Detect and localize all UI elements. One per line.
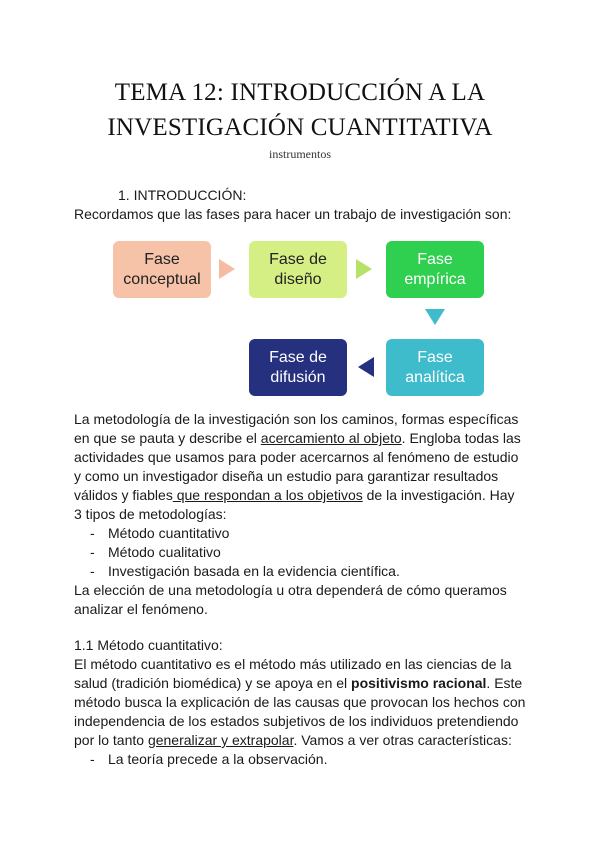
section1-heading: 1. INTRODUCCIÓN: (118, 187, 247, 203)
phase-difusion-box: Fase de difusión (249, 339, 347, 396)
list-bullet: - (90, 544, 95, 560)
para1-line2: en que se pauta y describe el acercamiento al objeto. Engloba todas las (74, 430, 521, 446)
section11-heading: 1.1 Método cuantitativo: (74, 637, 223, 653)
page-title-line2: INVESTIGACIÓN CUANTITATIVA (107, 114, 493, 141)
para3-line4: independencia de los estados subjetivos de los individuos pretendiendo (74, 713, 519, 729)
list-item: Investigación basada en la evidencia científica. (108, 563, 400, 579)
phase-analitica-box: Fase analítica (386, 339, 484, 396)
subtitle: instrumentos (269, 147, 331, 161)
para3-line1: El método cuantitativo es el método más utilizado en las ciencias de la (74, 656, 512, 672)
intro-text: Recordamos que las fases para hacer un trabajo de investigación son: (74, 206, 512, 222)
para3-line2: salud (tradición biomédica) y se apoya en el positivismo racional. Este (74, 675, 523, 691)
phase-empirica-box: Fase empírica (386, 241, 484, 298)
list-item: Método cualitativo (108, 544, 221, 560)
page-title-line1: TEMA 12: INTRODUCCIÓN A LA (114, 79, 486, 106)
para2-line1: La elección de una metodología u otra dependerá de cómo queramos (74, 582, 507, 598)
para1-line4: y como un investigador diseña un estudio para garantizar resultados (74, 468, 499, 484)
arrow-right-icon (219, 259, 235, 279)
arrow-right-icon (356, 259, 372, 279)
para3-line3: método busca la explicación de las causas que provocan los hechos con (74, 694, 526, 710)
phase-diseno-box: Fase de diseño (249, 241, 347, 298)
para1-line1: La metodología de la investigación son los caminos, formas específicas (74, 411, 519, 427)
list-bullet: - (90, 525, 95, 541)
para1-line3: actividades que usamos para poder acercarnos al fenómeno de estudio (74, 449, 519, 465)
arrow-down-icon (425, 309, 445, 325)
list-bullet: - (90, 751, 95, 767)
phase-conceptual-box: Fase conceptual (113, 241, 211, 298)
list-item: La teoría precede a la observación. (108, 751, 328, 767)
arrow-left-icon (358, 357, 374, 377)
para1-line5: válidos y fiables que respondan a los objetivos de la investigación. Hay (74, 487, 515, 503)
para2-line2: analizar el fenómeno. (74, 601, 208, 617)
list-item: Método cuantitativo (108, 525, 230, 541)
para1-line6: 3 tipos de metodologías: (74, 506, 227, 522)
list-bullet: - (90, 563, 95, 579)
para3-line5: por lo tanto generalizar y extrapolar. Vamos a ver otras características: (74, 732, 512, 748)
